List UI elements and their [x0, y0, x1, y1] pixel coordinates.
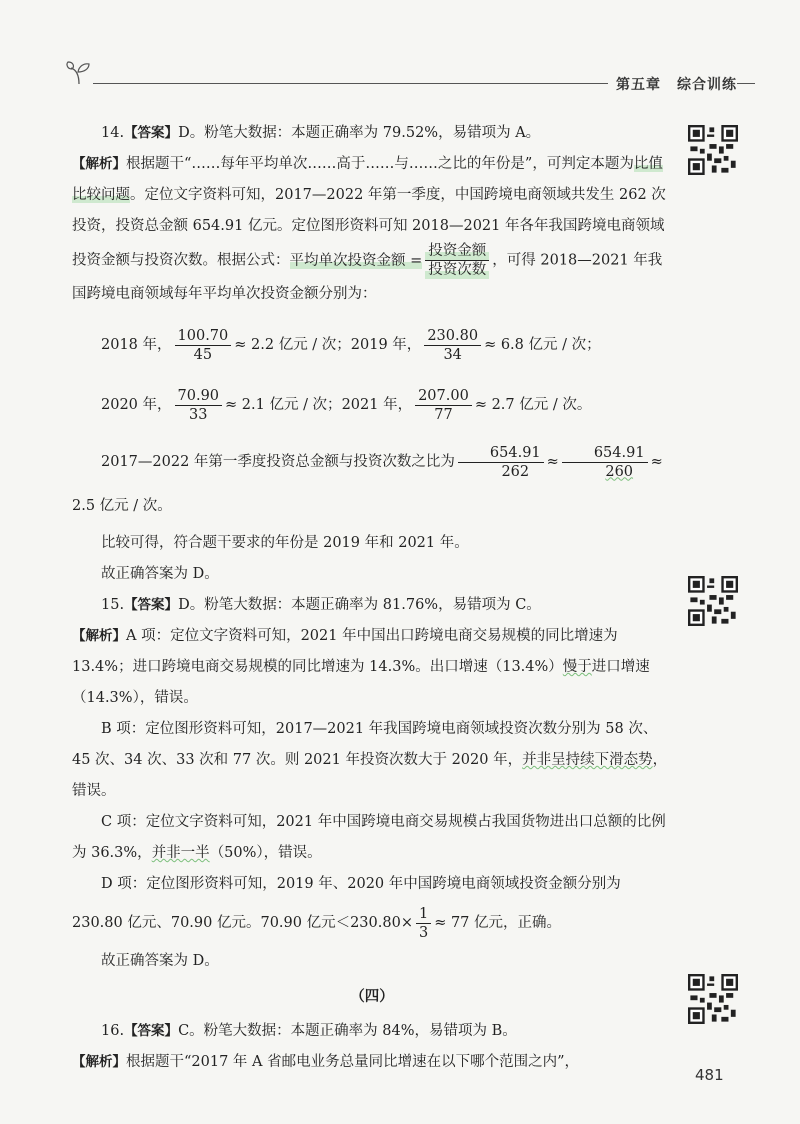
page-content: [72, 118, 672, 1078]
ratio-calc: 2017—2022 年第一季度投资总金额与投资次数之比为 $\frac{654.91}{262}$ ≈ $\frac{654.91}{260}$ ≈ 2.5 亿元 / 次。: [72, 444, 663, 514]
q15-option-b: B 项：定位图形资料可知，2017—2021 年我国跨境电商领域投资次数分别为 58 次、45 次、34 次、33 次和 77 次。则 2021 年投资次数大于 2020 年，并非呈持续下滑态势，错误。: [72, 721, 668, 799]
q16-analysis: 【解析】根据题干“2017 年 A 省邮电业务总量同比增速在以下哪个范围之内”，: [72, 1054, 580, 1070]
q14-compare: 比较可得，符合题干要求的年份是 2019 年和 2021 年。: [101, 535, 469, 551]
q14-analysis: 【解析】根据题干“……每年平均单次……高于……与……之比的年份是”，可判定本题为比值比较问题。定位文字资料可知，2017—2022 年第一季度，中国跨境电商领域共发生 262 次投资，投资总金额 654.91 亿元。定位图形资料可知 2018—2021 年各年我国跨境电商领域投资金额与投资次数。根据公式：平均单次投资金额 = $\frac{\text{投资金额}}{\text{投资次数}}$ ，可得 2018—2021 年我国跨境电商领域每年平均单次投资金额分别为：: [72, 156, 666, 302]
section-heading: （四）: [350, 988, 394, 1005]
qr-code-icon[interactable]: [688, 974, 738, 1024]
calc-2018-2019: 2018 年， $\frac{100.70}{45}$ ≈ 2.2 亿元 / 次；2019 年， $\frac{230.80}{34}$ ≈ 6.8 亿元 / 次；: [101, 327, 601, 363]
page-number: 481: [695, 1066, 724, 1084]
page-header: [65, 60, 755, 100]
q14-answer: 14.【答案】D。粉笔大数据：本题正确率为 79.52%，易错项为 A。: [101, 125, 541, 141]
sprout-icon: [65, 60, 95, 86]
chapter-label: 第五章 综合训练: [608, 74, 737, 94]
q15-answer: 15.【答案】D。粉笔大数据：本题正确率为 81.76%，易错项为 C。: [101, 597, 541, 613]
q15-option-a: 【解析】A 项：定位文字资料可知，2021 年中国出口跨境电商交易规模的同比增速为 13.4%；进口跨境电商交易规模的同比增速为 14.3%。出口增速（13.4%）慢于进口增速（14.3%），错误。: [72, 628, 650, 706]
q16-answer: 16.【答案】C。粉笔大数据：本题正确率为 84%，易错项为 B。: [101, 1023, 517, 1039]
q14-conclusion: 故正确答案为 D。: [101, 566, 219, 582]
calc-2020-2021: 2020 年， $\frac{70.90}{33}$ ≈ 2.1 亿元 / 次；2021 年， $\frac{207.00}{77}$ ≈ 2.7 亿元 / 次。: [101, 387, 592, 423]
q15-option-d-calc: 230.80 亿元、70.90 亿元。70.90 亿元＜230.80× $\frac{1}{3}$ ≈ 77 亿元，正确。: [72, 905, 562, 941]
q15-option-d: D 项：定位图形资料可知，2019 年、2020 年中国跨境电商领域投资金额分别为: [101, 876, 621, 892]
q15-option-c: C 项：定位文字资料可知，2021 年中国跨境电商交易规模占我国货物进出口总额的比例为 36.3%，并非一半（50%），错误。: [72, 814, 666, 861]
q15-conclusion: 故正确答案为 D。: [101, 953, 219, 969]
formula-fraction: $\frac{\text{投资金额}}{\text{投资次数}}$: [425, 242, 489, 279]
qr-code-icon[interactable]: [688, 576, 738, 626]
qr-code-icon[interactable]: [688, 125, 738, 175]
